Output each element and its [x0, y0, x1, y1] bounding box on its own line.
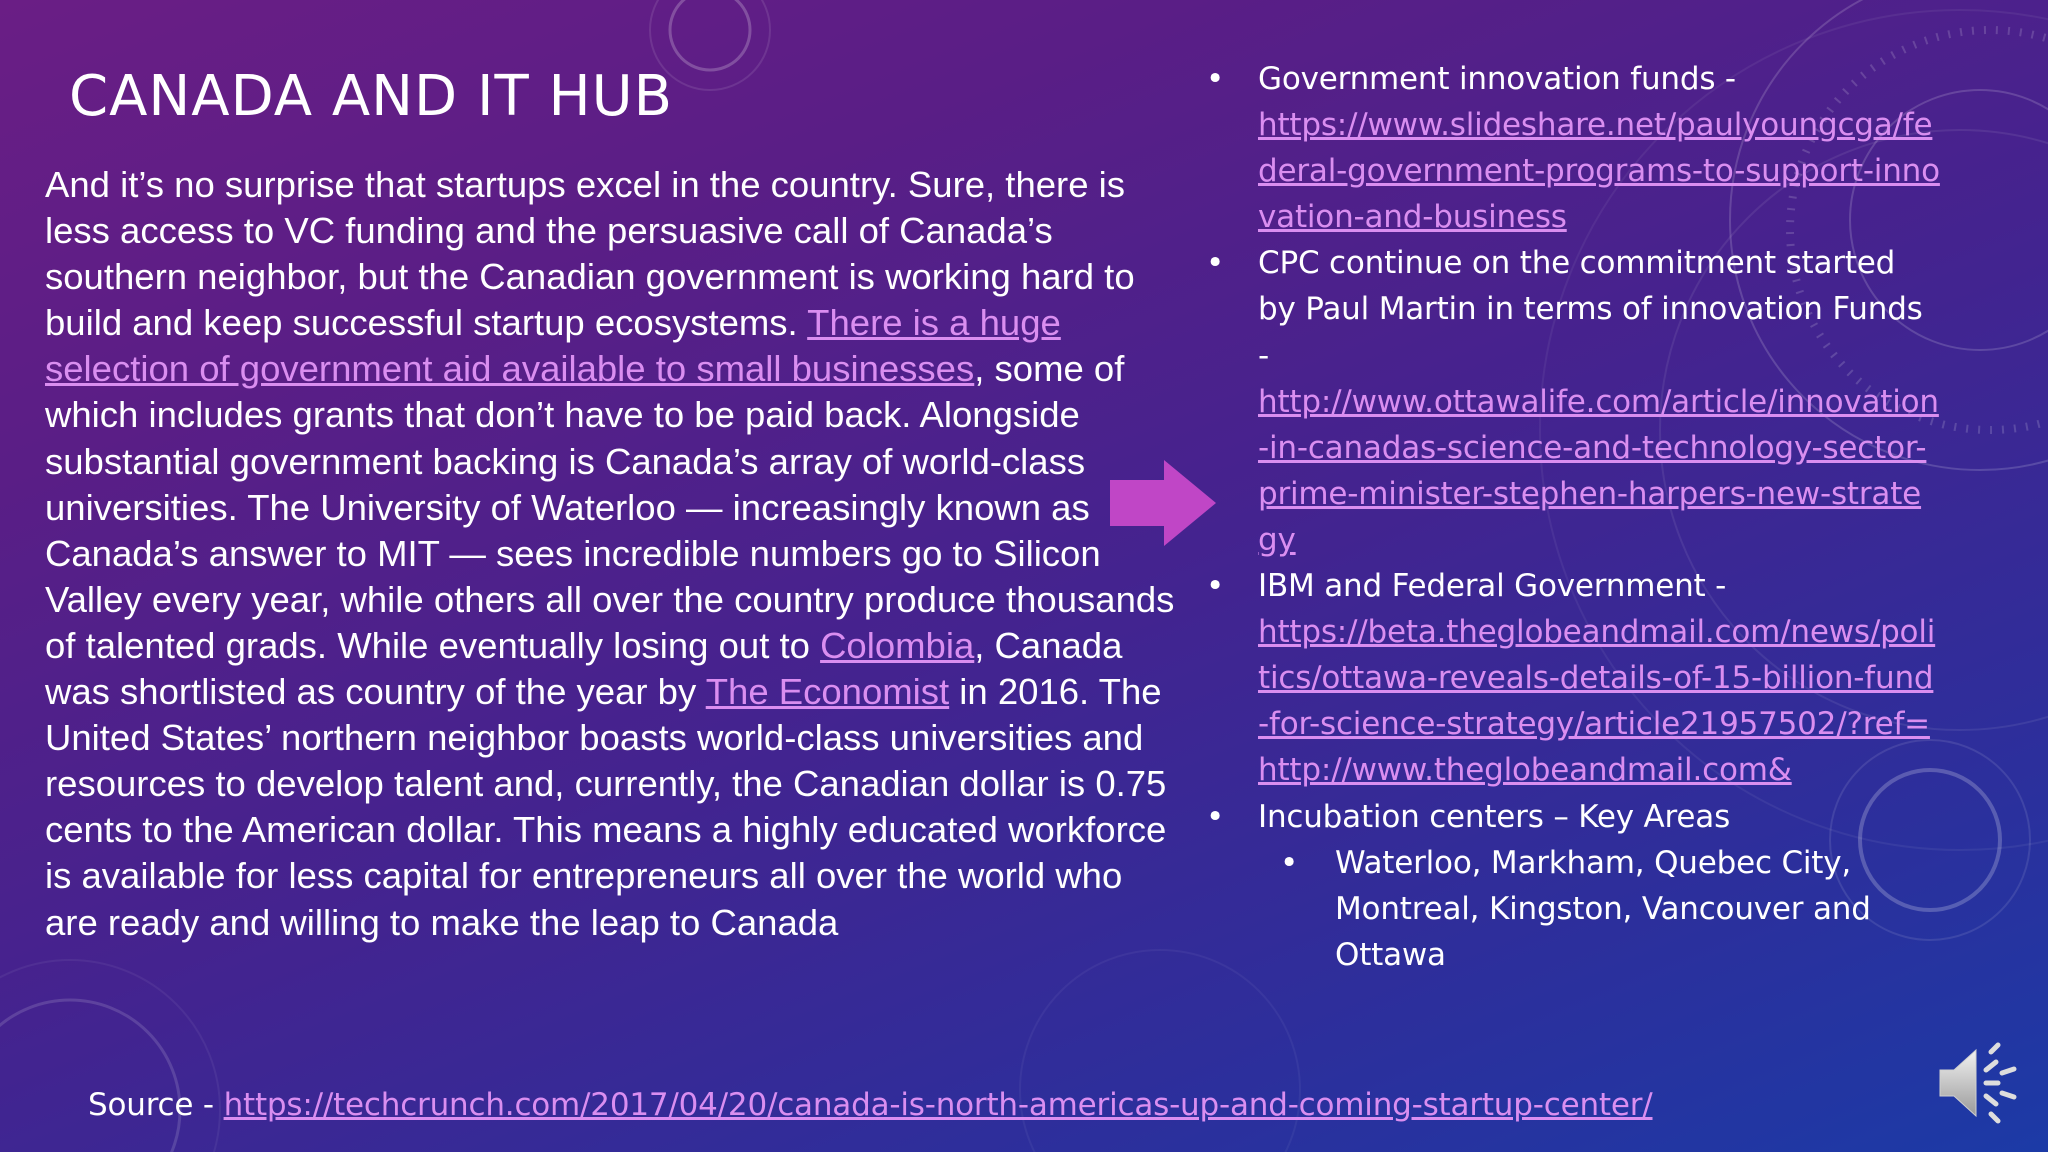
- list-item: [1200, 56, 1940, 240]
- main-paragraph: [45, 162, 1175, 946]
- list-item: [1200, 240, 1940, 563]
- source-label: Source -: [88, 1087, 224, 1123]
- list-item-text: Incubation centers – Key Areas: [1258, 798, 1731, 835]
- colombia-link[interactable]: Colombia: [820, 624, 975, 666]
- list-item: [1200, 563, 1940, 793]
- paragraph-text-3: , Canada was shortlisted as country of the year by: [45, 624, 1123, 713]
- ottawalife-link[interactable]: http://www.ottawalife.com/article/innovation-in-canadas-science-and-technology-sector-prime-minister-stephen-harpers-new-strategy: [1258, 383, 1939, 558]
- government-aid-link[interactable]: There is a huge selection of government aid available to small businesses: [45, 302, 1061, 390]
- slideshare-link[interactable]: https://www.slideshare.net/paulyoungcga/federal-government-programs-to-support-innovation-and-business: [1258, 107, 1940, 236]
- slide-title: CANADA AND IT HUB: [69, 64, 674, 129]
- paragraph-text-2: , some of which includes grants that don’t have to be paid back. Alongside substantial government backing is Canada’s array of world-class universities. The University of Waterloo — increasingly known as Canada’s answer to MIT — sees incredible numbers go to Silicon Valley every year, while others all over the country produce thousands of talented grads. While eventually losing out to: [45, 348, 1175, 666]
- list-item-text: CPC continue on the commitment started by Paul Martin in terms of innovation Funds -: [1258, 245, 1923, 374]
- speaker-icon[interactable]: [1936, 1040, 2020, 1126]
- resource-list: [1200, 56, 1940, 978]
- source-link[interactable]: https://techcrunch.com/2017/04/20/canada-is-north-americas-up-and-coming-startup-center/: [223, 1087, 1653, 1123]
- list-item: [1200, 794, 1940, 978]
- paragraph-text-4: in 2016. The United States’ northern neighbor boasts world-class universities and resources to develop talent and, currently, the Canadian dollar is 0.75 cents to the American dollar. This means a highly educated workforce is available for less capital for entrepreneurs all over the world who are ready and willing to make the leap to Canada: [45, 671, 1167, 943]
- globeandmail-link[interactable]: https://beta.theglobeandmail.com/news/politics/ottawa-reveals-details-of-15-billion-fund-for-science-strategy/article21957502/?ref=http://www.theglobeandmail.com&: [1258, 614, 1936, 789]
- list-item-text: Government innovation funds -: [1258, 61, 1736, 97]
- sub-list-item: • Waterloo, Markham, Quebec City, Montreal, Kingston, Vancouver and Ottawa: [1200, 840, 1940, 978]
- paragraph-text-1: And it’s no surprise that startups excel in the country. Sure, there is less access to VC funding and the persuasive call of Canada’s southern neighbor, but the Canadian government is working hard to build and keep successful startup ecosystems.: [45, 164, 1135, 344]
- list-item-text: IBM and Federal Government -: [1258, 568, 1727, 605]
- economist-link[interactable]: The Economist: [705, 671, 950, 713]
- sub-list: [1258, 840, 1940, 978]
- source-line: [88, 1082, 1653, 1128]
